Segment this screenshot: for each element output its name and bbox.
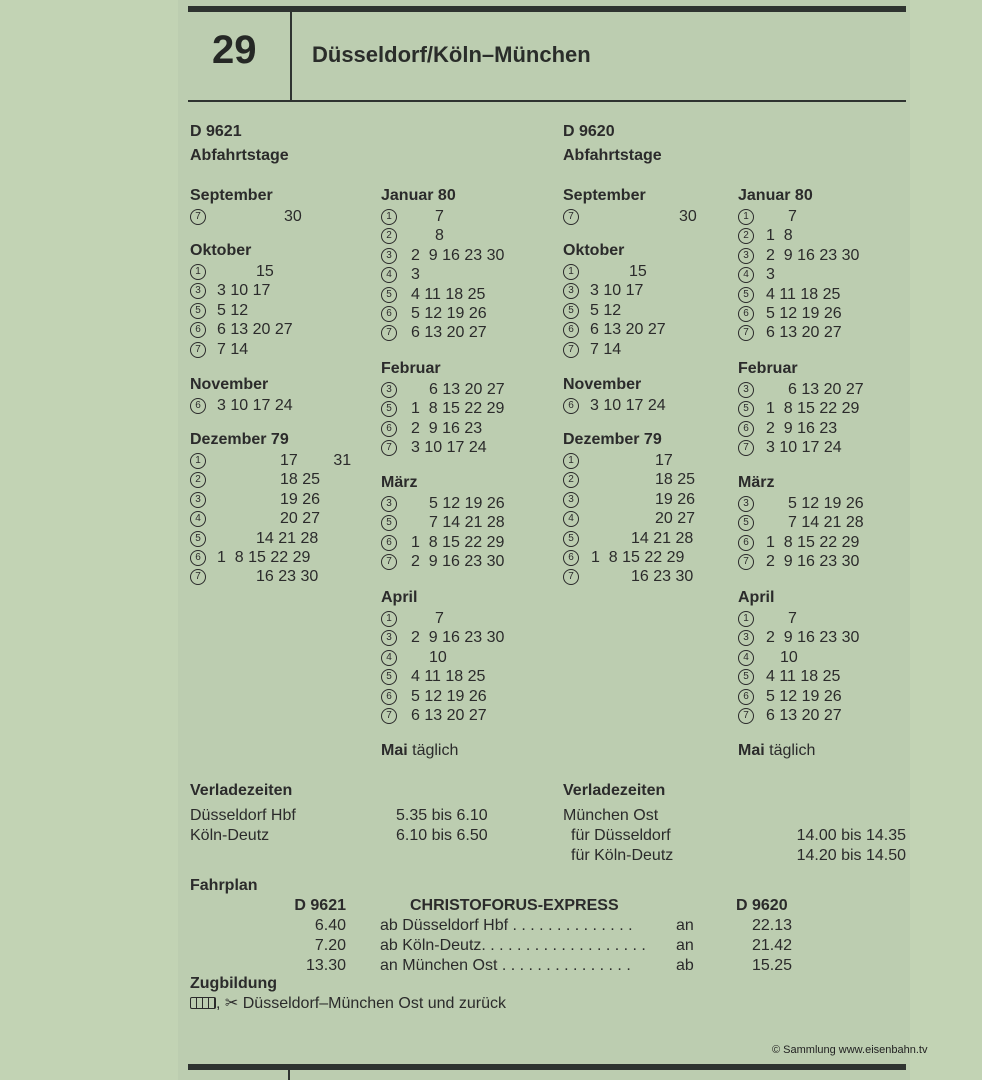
weekday-dates-row [738,399,908,418]
weekday-dates-row [563,529,733,548]
may-daily-right: Mai täglich [738,742,816,759]
dates-list: 15 [629,263,647,280]
departure-days-label-left: Abfahrtstage [190,147,289,164]
dates-list: 17 31 [280,452,352,469]
weekday-circle-icon: 3 [738,248,754,264]
weekday-circle-icon: 3 [738,496,754,512]
weekday-circle-icon: 5 [738,287,754,303]
departure-days-label-right: Abfahrtstage [563,147,662,164]
weekday-circle-icon: 5 [381,401,397,417]
weekday-circle-icon: 5 [381,669,397,685]
weekday-circle-icon: 5 [563,531,579,547]
weekday-dates-row [563,509,733,528]
weekday-circle-icon: 4 [381,267,397,283]
weekday-dates-row [738,667,908,686]
schedule-train-left: D 9621 [294,897,346,914]
dates-list: 20 27 [280,510,321,528]
weekday-circle-icon: 1 [738,209,754,225]
weekday-dates-row [381,323,551,342]
loading-time: 14.20 bis 14.50 [796,847,906,864]
dates-list: 5 12 19 26 [766,687,842,705]
weekday-circle-icon: 4 [381,650,397,666]
loading-place: für Köln-Deutz [571,847,674,864]
weekday-dates-row [190,207,360,226]
weekday-circle-icon: 3 [381,382,397,398]
weekday-circle-icon: 2 [190,472,206,488]
loading-times-title-right: Verladezeiten [563,782,666,799]
weekday-dates-row [563,207,733,226]
dates-list: 18 25 [280,471,321,489]
dates-list: 1 8 15 22 29 [766,400,860,418]
dates-list: 3 10 17 [590,282,644,300]
weekday-circle-icon: 6 [190,550,206,566]
loading-station: München Ost [563,807,659,824]
weekday-dates-row [563,548,733,567]
weekday-circle-icon: 7 [563,342,579,358]
dates-list: 7 14 [217,340,249,358]
dates-list: 7 14 [590,340,622,358]
month-heading: Januar 80 [381,187,456,204]
weekday-circle-icon: 1 [190,453,206,469]
month-heading: September [563,187,646,204]
schedule-train-right: D 9620 [736,897,788,914]
weekday-dates-row [190,320,360,339]
weekday-dates-row [381,246,551,265]
dates-list: 14 21 28 [631,529,694,547]
weekday-circle-icon: 1 [563,453,579,469]
dates-list: 2 9 16 23 [411,419,483,437]
train-number-right: D 9620 [563,123,615,140]
weekday-circle-icon: 7 [738,325,754,341]
weekday-dates-row [738,533,908,552]
dates-list: 5 12 [217,301,249,319]
weekday-dates-row [190,396,360,415]
weekday-circle-icon: 7 [738,440,754,456]
weekday-dates-row [563,281,733,300]
weekday-circle-icon: 7 [738,554,754,570]
dates-list: 3 [766,266,775,284]
dates-list: 10 [429,648,447,666]
weekday-circle-icon: 6 [190,398,206,414]
weekday-circle-icon: 2 [563,472,579,488]
month-heading: September [190,187,273,204]
dates-list: 4 11 18 25 [766,668,841,686]
weekday-dates-row [563,451,733,470]
dates-list: 5 12 19 26 [788,495,864,512]
dates-list: 3 10 17 24 [217,397,293,414]
weekday-dates-row [563,320,733,339]
weekday-dates-row [563,301,733,320]
dates-list: 2 9 16 23 30 [411,553,505,571]
weekday-circle-icon: 1 [381,209,397,225]
dates-list: 19 26 [280,490,321,508]
route-number: 29 [212,28,257,72]
train-formation-text: , ✂ Düsseldorf–München Ost und zurück [190,994,506,1013]
weekday-circle-icon: 5 [381,287,397,303]
loading-place: Köln-Deutz [190,827,270,844]
copyright-credit: © Sammlung www.eisenbahn.tv [772,1044,928,1056]
weekday-dates-row [381,438,551,457]
dates-list: 4 11 18 25 [411,668,486,686]
weekday-circle-icon: 6 [738,689,754,705]
schedule-station: ab Köln-Deutz. . . . . . . . . . . . . . . . . . . [380,937,646,954]
dates-list: 2 9 16 23 30 [766,553,860,571]
weekday-dates-row [563,396,733,415]
dates-list: 6 13 20 27 [788,381,864,398]
weekday-dates-row [381,285,551,304]
weekday-circle-icon: 1 [381,611,397,627]
dates-list: 8 [435,227,444,245]
month-heading: Februar [738,360,798,377]
dates-list: 1 8 15 22 29 [766,533,860,551]
dates-list: 4 11 18 25 [766,285,841,303]
weekday-dates-row [190,301,360,320]
dates-list: 10 [780,648,798,666]
weekday-circle-icon: 7 [381,440,397,456]
header-rule [188,100,906,102]
train-formation-title: Zugbildung [190,975,278,992]
weekday-circle-icon: 4 [738,267,754,283]
month-heading: November [190,376,269,393]
month-heading: April [381,589,418,606]
dates-list: 7 [788,208,797,225]
weekday-dates-row [738,323,908,342]
weekday-dates-row [738,265,908,284]
schedule-time-right: 22.13 [752,917,793,934]
dates-list: 6 13 20 27 [429,381,505,398]
weekday-dates-row [381,265,551,284]
month-heading: Oktober [563,242,625,259]
weekday-circle-icon: 6 [381,689,397,705]
weekday-circle-icon: 3 [190,283,206,299]
weekday-circle-icon: 4 [738,650,754,666]
dates-list: 5 12 19 26 [766,305,842,322]
weekday-circle-icon: 6 [381,421,397,437]
weekday-dates-row [381,399,551,418]
weekday-circle-icon: 3 [381,248,397,264]
weekday-dates-row [738,628,908,647]
weekday-circle-icon: 6 [563,398,579,414]
weekday-circle-icon: 7 [381,708,397,724]
train-number-left: D 9621 [190,123,242,140]
month-heading: Januar 80 [738,187,813,204]
weekday-dates-row [738,609,908,628]
dates-list: 2 9 16 23 [766,419,838,437]
dates-list: 7 [435,610,444,627]
schedule-time-left: 6.40 [314,917,346,934]
weekday-circle-icon: 2 [381,228,397,244]
weekday-circle-icon: 5 [190,303,206,319]
weekday-dates-row [381,419,551,438]
weekday-dates-row [738,246,908,265]
dates-list: 3 10 17 [217,282,271,300]
dates-list: 2 9 16 23 30 [411,246,505,264]
weekday-dates-row [381,494,551,513]
couchette-car-icon [190,997,216,1009]
dates-list: 3 10 17 24 [411,439,487,457]
weekday-dates-row [381,648,551,667]
dates-list: 16 23 30 [631,568,694,586]
weekday-circle-icon: 1 [563,264,579,280]
dates-list: 19 26 [655,490,696,508]
weekday-dates-row [381,609,551,628]
weekday-dates-row [738,648,908,667]
weekday-circle-icon: 6 [738,306,754,322]
weekday-dates-row [190,490,360,509]
dates-list: 17 [655,452,673,469]
schedule-time-left: 7.20 [314,937,346,954]
weekday-dates-row [738,226,908,245]
loading-place: für Düsseldorf [571,827,671,844]
weekday-dates-row [738,438,908,457]
weekday-dates-row [190,470,360,489]
month-heading: Februar [381,360,441,377]
dates-list: 6 13 20 27 [411,324,487,342]
weekday-dates-row [738,494,908,513]
weekday-circle-icon: 2 [738,228,754,244]
dates-list: 1 8 15 22 29 [217,549,311,566]
dates-list: 2 9 16 23 30 [766,246,860,264]
schedule-train-name: CHRISTOFORUS-EXPRESS [410,897,619,914]
weekday-dates-row [190,509,360,528]
dates-list: 5 12 19 26 [429,495,505,512]
dates-list: 6 13 20 27 [217,321,293,339]
weekday-circle-icon: 5 [563,303,579,319]
weekday-circle-icon: 3 [738,382,754,398]
weekday-circle-icon: 6 [563,550,579,566]
bottom-divider [288,1070,290,1080]
top-rule [188,6,906,12]
dates-list: 4 11 18 25 [411,285,486,303]
weekday-circle-icon: 3 [381,630,397,646]
weekday-circle-icon: 4 [190,511,206,527]
weekday-dates-row [563,262,733,281]
weekday-circle-icon: 6 [190,322,206,338]
schedule-station: ab Düsseldorf Hbf . . . . . . . . . . . . . . [380,917,633,934]
weekday-dates-row [738,513,908,532]
weekday-circle-icon: 6 [381,306,397,322]
weekday-dates-row [190,529,360,548]
weekday-dates-row [563,470,733,489]
weekday-circle-icon: 1 [190,264,206,280]
month-heading: April [738,589,775,606]
dates-list: 7 [788,610,797,627]
weekday-dates-row [381,628,551,647]
dates-list: 3 [411,266,420,284]
weekday-dates-row [738,687,908,706]
weekday-circle-icon: 3 [190,492,206,508]
dates-list: 5 12 [590,301,622,319]
weekday-circle-icon: 5 [190,531,206,547]
weekday-circle-icon: 7 [738,708,754,724]
schedule-time-left: 13.30 [305,957,346,974]
dates-list: 1 8 15 22 29 [591,549,685,566]
dates-list: 1 8 15 22 29 [411,400,505,418]
weekday-circle-icon: 7 [190,209,206,225]
dates-list: 5 12 19 26 [411,687,487,705]
weekday-dates-row [190,262,360,281]
weekday-dates-row [738,304,908,323]
weekday-circle-icon: 6 [738,421,754,437]
weekday-circle-icon: 6 [563,322,579,338]
schedule-time-right: 21.42 [752,937,793,954]
weekday-circle-icon: 7 [381,554,397,570]
weekday-circle-icon: 5 [738,401,754,417]
month-heading: März [738,474,775,491]
weekday-circle-icon: 3 [738,630,754,646]
weekday-dates-row [190,340,360,359]
weekday-circle-icon: 5 [738,515,754,531]
weekday-dates-row [381,533,551,552]
weekday-dates-row [738,285,908,304]
weekday-dates-row [381,226,551,245]
dates-list: 5 12 19 26 [411,305,487,322]
dates-list: 3 10 17 24 [590,397,666,414]
weekday-circle-icon: 3 [563,492,579,508]
weekday-circle-icon: 3 [381,496,397,512]
month-heading: Dezember 79 [563,431,662,448]
schedule-title: Fahrplan [190,877,258,894]
month-heading: Oktober [190,242,252,259]
weekday-dates-row [738,207,908,226]
weekday-circle-icon: 6 [738,535,754,551]
schedule-station: an München Ost . . . . . . . . . . . . . . . [380,957,631,974]
weekday-circle-icon: 3 [563,283,579,299]
weekday-dates-row [563,490,733,509]
weekday-dates-row [738,706,908,725]
dates-list: 6 13 20 27 [411,707,487,724]
weekday-dates-row [381,513,551,532]
weekday-dates-row [381,207,551,226]
bottom-rule [188,1064,906,1070]
dates-list: 20 27 [655,510,696,528]
dates-list: 1 8 [766,227,793,245]
weekday-dates-row [738,552,908,571]
may-daily-left: Mai täglich [381,742,459,759]
dates-list: 16 23 30 [256,568,319,586]
weekday-circle-icon: 6 [381,535,397,551]
dates-list: 2 9 16 23 30 [766,629,860,647]
schedule-direction: an [676,917,694,934]
dates-list: 30 [679,208,697,225]
loading-time: 14.00 bis 14.35 [796,827,906,844]
loading-times-title-left: Verladezeiten [190,782,293,799]
weekday-circle-icon: 7 [190,569,206,585]
weekday-dates-row [381,687,551,706]
dates-list: 7 [435,208,444,225]
weekday-dates-row [190,281,360,300]
weekday-circle-icon: 7 [563,209,579,225]
month-heading: Dezember 79 [190,431,289,448]
dates-list: 30 [284,208,302,225]
weekday-dates-row [190,567,360,586]
dates-list: 6 13 20 27 [766,324,842,342]
weekday-dates-row [381,706,551,725]
dates-list: 14 21 28 [256,529,319,547]
dates-list: 1 8 15 22 29 [411,533,505,551]
weekday-dates-row [563,340,733,359]
route-title: Düsseldorf/Köln–München [312,42,591,67]
schedule-time-right: 15.25 [752,957,793,974]
dates-list: 7 14 21 28 [429,514,505,532]
weekday-circle-icon: 1 [738,611,754,627]
dates-list: 6 13 20 27 [590,321,666,339]
weekday-circle-icon: 4 [563,511,579,527]
weekday-dates-row [738,380,908,399]
weekday-circle-icon: 7 [190,342,206,358]
weekday-dates-row [381,380,551,399]
dates-list: 7 14 21 28 [788,514,864,532]
weekday-dates-row [738,419,908,438]
weekday-dates-row [190,548,360,567]
schedule-direction: an [676,937,694,954]
weekday-circle-icon: 7 [381,325,397,341]
weekday-dates-row [190,451,360,470]
dates-list: 3 10 17 24 [766,439,842,457]
month-heading: März [381,474,418,491]
loading-place: Düsseldorf Hbf [190,807,296,824]
header-divider [290,12,292,101]
weekday-circle-icon: 7 [563,569,579,585]
weekday-circle-icon: 5 [738,669,754,685]
schedule-direction: ab [676,957,694,974]
weekday-dates-row [563,567,733,586]
weekday-dates-row [381,667,551,686]
weekday-dates-row [381,304,551,323]
loading-time: 5.35 bis 6.10 [396,807,488,824]
dates-list: 18 25 [655,471,696,489]
loading-time: 6.10 bis 6.50 [396,827,488,844]
weekday-circle-icon: 5 [381,515,397,531]
dates-list: 15 [256,263,274,280]
weekday-dates-row [381,552,551,571]
dates-list: 6 13 20 27 [766,707,842,724]
dates-list: 2 9 16 23 30 [411,629,505,647]
month-heading: November [563,376,642,393]
